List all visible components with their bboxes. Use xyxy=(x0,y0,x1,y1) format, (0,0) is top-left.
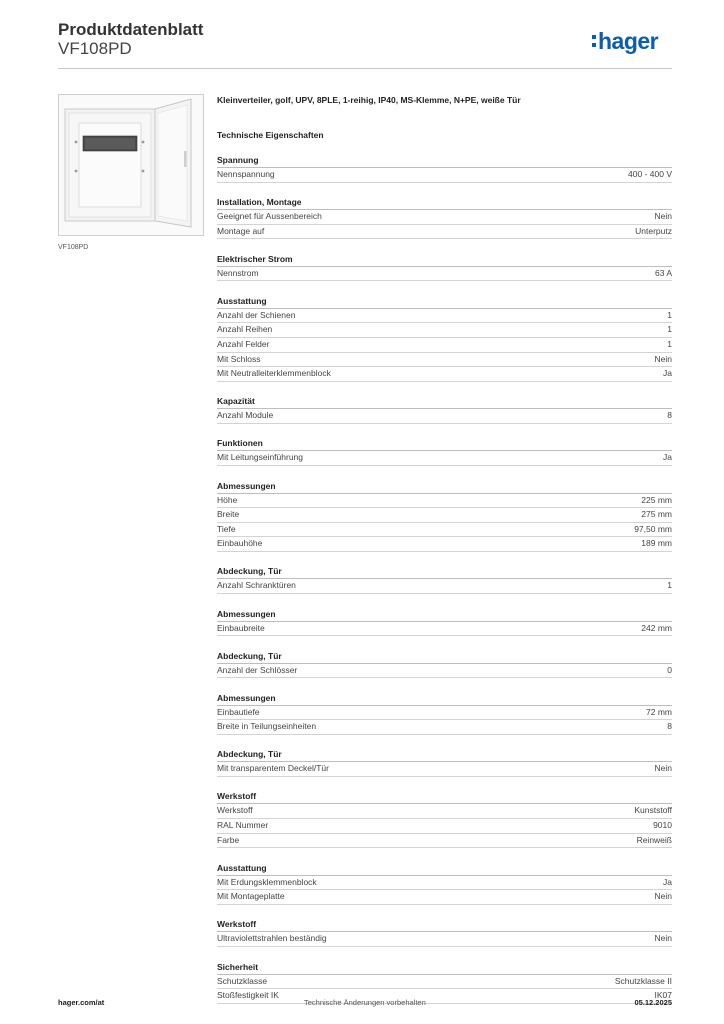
spec-value: Nein xyxy=(654,353,672,364)
section-title: Abdeckung, Tür xyxy=(217,565,672,579)
section-title: Sicherheit xyxy=(217,961,672,975)
spec-value: 97,50 mm xyxy=(634,523,672,534)
spec-label: Werkstoff xyxy=(217,805,253,816)
spec-label: Mit Schloss xyxy=(217,353,261,364)
spec-value: 63 A xyxy=(654,267,672,278)
spec-row xyxy=(217,975,672,990)
spec-row xyxy=(217,706,672,721)
product-description: Kleinverteiler, golf, UPV, 8PLE, 1-reihig, IP40, MS-Klemme, N+PE, weiße Tür xyxy=(217,95,521,105)
spec-value: 400 - 400 V xyxy=(628,169,672,179)
section-title: Abmessungen xyxy=(217,608,672,622)
spec-section xyxy=(217,395,672,424)
spec-row xyxy=(217,890,672,905)
spec-row xyxy=(217,989,672,1004)
spec-row xyxy=(217,409,672,424)
spec-row xyxy=(217,210,672,225)
spec-row xyxy=(217,508,672,523)
spec-row xyxy=(217,537,672,552)
spec-label: Mit Neutralleiterklemmenblock xyxy=(217,368,331,379)
spec-label: Anzahl Schranktüren xyxy=(217,580,296,591)
spec-row xyxy=(217,819,672,834)
tech-properties-heading: Technische Eigenschaften xyxy=(217,130,324,140)
spec-row xyxy=(217,451,672,466)
spec-value: 1 xyxy=(667,309,672,320)
spec-row xyxy=(217,309,672,324)
section-title: Abmessungen xyxy=(217,692,672,706)
spec-section xyxy=(217,862,672,905)
spec-value: 242 mm xyxy=(641,622,672,633)
spec-section xyxy=(217,608,672,637)
spec-value: IK07 xyxy=(654,990,672,1001)
image-caption: VF108PD xyxy=(58,244,89,251)
spec-label: Breite in Teilungseinheiten xyxy=(217,721,317,732)
spec-value: 9010 xyxy=(653,820,672,831)
spec-label: Mit Erdungsklemmenblock xyxy=(217,876,317,887)
spec-section xyxy=(217,295,672,382)
spec-row xyxy=(217,353,672,368)
spec-label: Montage auf xyxy=(217,225,265,236)
spec-value: Schutzklasse II xyxy=(614,975,672,986)
spec-value: 225 mm xyxy=(641,494,672,505)
section-title: Ausstattung xyxy=(217,295,672,309)
spec-section xyxy=(217,154,672,183)
spec-row xyxy=(217,804,672,819)
spec-label: Nennstrom xyxy=(217,267,259,278)
spec-row xyxy=(217,579,672,594)
spec-label: Stoßfestigkeit IK xyxy=(217,990,279,1001)
spec-row xyxy=(217,834,672,849)
spec-row xyxy=(217,367,672,382)
logo-dots-icon xyxy=(592,35,597,51)
spec-value: Ja xyxy=(663,876,672,887)
spec-value: 8 xyxy=(667,721,672,732)
section-title: Kapazität xyxy=(217,395,672,409)
spec-row xyxy=(217,876,672,891)
spec-row xyxy=(217,523,672,538)
spec-value: 72 mm xyxy=(646,706,672,717)
spec-label: Anzahl Reihen xyxy=(217,324,273,335)
spec-label: Mit transparentem Deckel/Tür xyxy=(217,763,329,774)
spec-row xyxy=(217,338,672,353)
section-title: Abdeckung, Tür xyxy=(217,748,672,762)
footer-website: hager.com/at xyxy=(58,998,105,1007)
spec-section xyxy=(217,961,672,1004)
spec-value: 1 xyxy=(667,324,672,335)
spec-value: Ja xyxy=(663,452,672,463)
spec-section xyxy=(217,196,672,239)
section-title: Werkstoff xyxy=(217,790,672,804)
spec-label: Geeignet für Aussenbereich xyxy=(217,211,322,222)
spec-section xyxy=(217,918,672,947)
product-image xyxy=(58,94,204,236)
spec-value: Nein xyxy=(654,933,672,944)
spec-row xyxy=(217,762,672,777)
section-title: Abdeckung, Tür xyxy=(217,650,672,664)
spec-label: Einbautiefe xyxy=(217,706,260,717)
spec-label: Anzahl Felder xyxy=(217,339,270,350)
section-title: Funktionen xyxy=(217,437,672,451)
spec-section xyxy=(217,748,672,777)
section-title: Spannung xyxy=(217,154,672,168)
spec-content xyxy=(217,94,672,1004)
spec-label: Höhe xyxy=(217,494,238,505)
spec-label: Anzahl der Schlösser xyxy=(217,664,298,675)
spec-value: Nein xyxy=(654,763,672,774)
spec-section xyxy=(217,650,672,679)
spec-label: Einbaubreite xyxy=(217,622,265,633)
footer-date: 05.12.2025 xyxy=(634,998,672,1007)
spec-value: Unterputz xyxy=(635,225,672,236)
spec-value: Ja xyxy=(663,368,672,379)
spec-row xyxy=(217,267,672,282)
spec-label: Mit Leitungseinführung xyxy=(217,452,304,463)
spec-value: Nein xyxy=(654,211,672,222)
product-code: VF108PD xyxy=(58,39,132,58)
footer-notice: Technische Änderungen vorbehalten xyxy=(304,998,426,1007)
spec-row xyxy=(217,323,672,338)
spec-label: RAL Nummer xyxy=(217,820,269,831)
spec-row xyxy=(217,720,672,735)
page-title: Produktdatenblatt xyxy=(58,20,204,39)
spec-label: Nennspannung xyxy=(217,169,275,179)
spec-section xyxy=(217,790,672,848)
section-title: Werkstoff xyxy=(217,918,672,932)
spec-section xyxy=(217,253,672,282)
spec-value: Kunststoff xyxy=(634,805,672,816)
spec-value: Reinweiß xyxy=(636,834,672,845)
spec-section xyxy=(217,692,672,735)
spec-value: 189 mm xyxy=(641,538,672,549)
spec-value: Nein xyxy=(654,891,672,902)
spec-value: 8 xyxy=(667,410,672,421)
spec-sections xyxy=(217,154,672,1004)
distribution-box-icon xyxy=(59,95,203,235)
spec-label: Anzahl Module xyxy=(217,410,274,421)
spec-label: Tiefe xyxy=(217,523,236,534)
spec-row xyxy=(217,664,672,679)
spec-value: 1 xyxy=(667,580,672,591)
spec-row xyxy=(217,168,672,183)
spec-label: Mit Montageplatte xyxy=(217,891,285,902)
spec-section xyxy=(217,565,672,594)
logo-wordmark: hager xyxy=(598,28,659,54)
spec-row xyxy=(217,622,672,637)
spec-row xyxy=(217,494,672,509)
spec-row xyxy=(217,932,672,947)
spec-label: Farbe xyxy=(217,834,240,845)
spec-row xyxy=(217,225,672,240)
spec-section xyxy=(217,437,672,466)
spec-label: Schutzklasse xyxy=(217,975,268,986)
spec-label: Einbauhöhe xyxy=(217,538,263,549)
spec-section xyxy=(217,480,672,552)
spec-value: 275 mm xyxy=(641,509,672,520)
spec-label: Anzahl der Schienen xyxy=(217,309,296,320)
header-divider xyxy=(58,68,672,69)
section-title: Installation, Montage xyxy=(217,196,672,210)
spec-label: Ultraviolettstrahlen beständig xyxy=(217,933,327,944)
section-title: Elektrischer Strom xyxy=(217,253,672,267)
section-title: Ausstattung xyxy=(217,862,672,876)
spec-label: Breite xyxy=(217,509,240,520)
section-title: Abmessungen xyxy=(217,480,672,494)
spec-value: 1 xyxy=(667,339,672,350)
spec-value: 0 xyxy=(667,664,672,675)
